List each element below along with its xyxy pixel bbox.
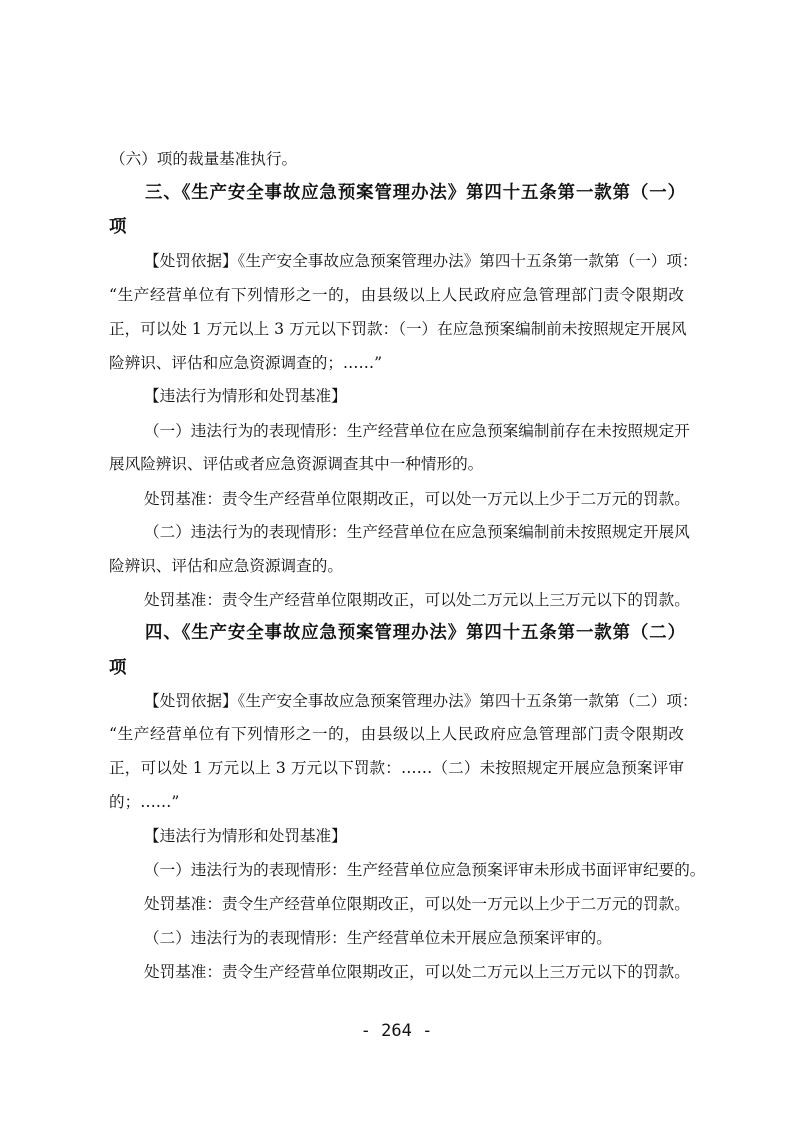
penalty-standard-1: 处罚基准：责令生产经营单位限期改正，可以处一万元以上少于二万元的罚款。 (144, 895, 690, 913)
section-heading-3-cont: 项 (109, 217, 127, 237)
situation-1-cont: 展风险辨识、评估或者应急资源调查其中一种情形的。 (109, 455, 484, 473)
section-heading-3: 三、《生产安全事故应急预案管理办法》第四十五条第一款第（一） (145, 183, 685, 203)
situation-2-cont: 险辨识、评估和应急资源调查的。 (109, 557, 343, 575)
situation-2: （二）违法行为的表现情形：生产经营单位在应急预案编制前未按照规定开展风 (144, 523, 690, 541)
section-heading-4: 四、《生产安全事故应急预案管理办法》第四十五条第一款第（二） (145, 623, 685, 643)
penalty-standard-2: 处罚基准：责令生产经营单位限期改正，可以处二万元以上三万元以下的罚款。 (144, 591, 690, 609)
quote-line: 正，可以处 1 万元以上 3 万元以下罚款：（一）在应急预案编制前未按照规定开展风 (109, 320, 687, 338)
penalty-basis-label: 【处罚依据】《生产安全事故应急预案管理办法》第四十五条第一款第（一）项： (144, 252, 698, 270)
continuation-line: （六）项的裁量基准执行。 (110, 150, 298, 168)
subheading: 【违法行为情形和处罚基准】 (144, 827, 347, 845)
situation-2: （二）违法行为的表现情形：生产经营单位未开展应急预案评审的。 (144, 929, 612, 947)
quote-line: 的；……” (109, 793, 180, 811)
situation-1: （一）违法行为的表现情形：生产经营单位应急预案评审未形成书面评审纪要的。 (144, 861, 706, 879)
quote-line: “生产经营单位有下列情形之一的，由县级以上人民政府应急管理部门责令限期改 (109, 286, 684, 304)
quote-line: 正，可以处 1 万元以上 3 万元以下罚款：……（二）未按照规定开展应急预案评审 (109, 759, 684, 777)
penalty-standard-1: 处罚基准：责令生产经营单位限期改正，可以处一万元以上少于二万元的罚款。 (144, 490, 690, 508)
quote-line: “生产经营单位有下列情形之一的，由县级以上人民政府应急管理部门责令限期改 (109, 725, 684, 743)
penalty-basis-label: 【处罚依据】《生产安全事故应急预案管理办法》第四十五条第一款第（二）项： (144, 692, 698, 710)
penalty-standard-2: 处罚基准：责令生产经营单位限期改正，可以处二万元以上三万元以下的罚款。 (144, 963, 690, 981)
situation-1: （一）违法行为的表现情形：生产经营单位在应急预案编制前存在未按照规定开 (144, 422, 690, 440)
subheading: 【违法行为情形和处罚基准】 (144, 387, 347, 405)
page-number: - 264 - (360, 1021, 433, 1041)
section-heading-4-cont: 项 (109, 658, 127, 678)
quote-line: 险辨识、评估和应急资源调查的；……” (109, 354, 383, 372)
